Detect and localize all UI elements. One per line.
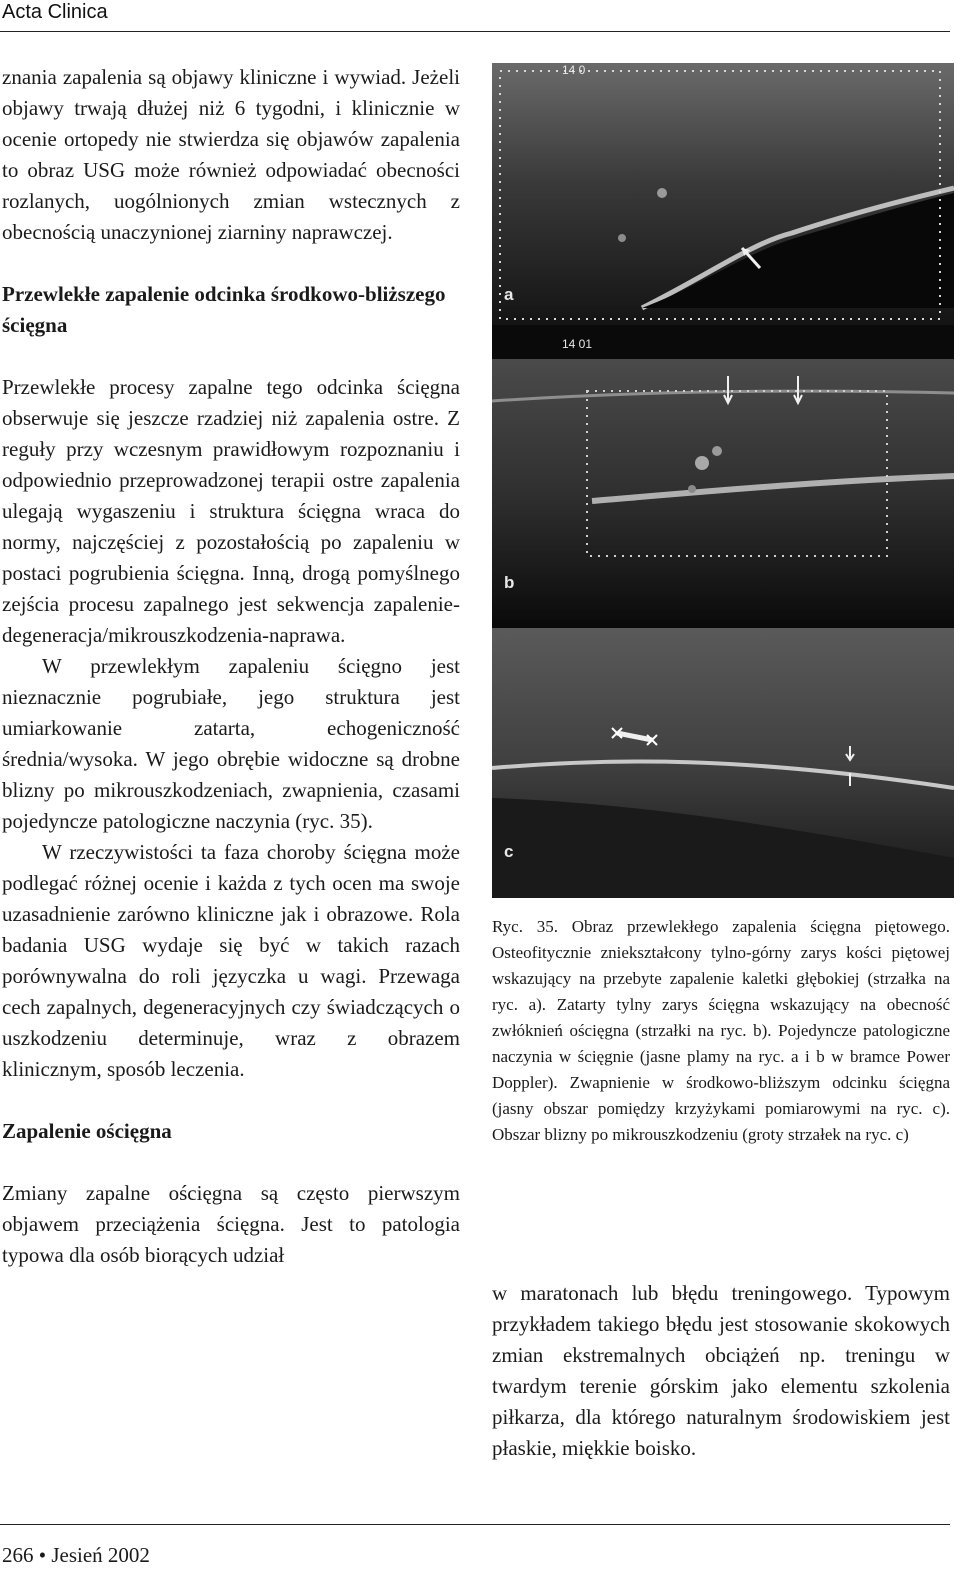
paragraph: w maratonach lub błędu treningowego. Typowym przykładem takiego błędu jest stosowanie skokowych zmian ekstremalnych obciążeń np. treningu w twardym terenie górskim jako elementu szkolenia piłkarza, dla którego naturalnym środowiskiem jest płaskie, miękkie boisko. (492, 1281, 950, 1460)
paragraph: W przewlekłym zapaleniu ścięgno jest nieznacznie pogrubiałe, jego struktura jest umiarkowanie zatarta, echogeniczność średnia/wysoka. W jego obrębie widoczne są drobne blizny po mikrouszkodzeniach, zwapnienia, czasami pojedyncze patologiczne naczynia (ryc. 35). (2, 654, 460, 833)
paragraph: Zmiany zapalne ościęgna są często pierwszym objawem przeciążenia ścięgna. Jest to patologia typowa dla osób biorących udział (2, 1181, 460, 1267)
scale-text: 14 01 (562, 337, 593, 351)
figure-caption: Ryc. 35. Obraz przewlekłego zapalenia ścięgna piętowego. Osteofitycznie zniekształcony tylno-górny zarys kości piętowej wskazujący na przebyte zapalenie kaletki głębokiej (strzałka na ryc. a). Zatarty tylny zarys ścięgna wskazujący na obecność zwłóknień ościęgna (strzałki na ryc. b). Pojedyncze patologiczne naczynia w ścięgnie (jasne plamy na ryc. a i b w bramce Power Doppler). Zwapnienie w środkowo-bliższym odcinku ścięgna (jasny obszar pomiędzy krzyżykami pomiarowymi na ryc. c). Obszar blizny po mikrouszkodzeniu (groty strzałek na ryc. c) (492, 917, 950, 1144)
left-column (2, 62, 460, 1271)
page-footer: 266 • Jesień 2002 (2, 1543, 150, 1567)
ultrasound-panel-b (492, 331, 954, 621)
header-rule (0, 31, 950, 32)
footer-rule (0, 1524, 950, 1525)
paragraph: znania zapalenia są objawy kliniczne i wywiad. Jeżeli objawy trwają dłużej niż 6 tygodni, i klinicznie w ocenie ortopedy nie stwierdza się objawów zapalenia to obraz USG może również odpowiadać obecności rozlanych, uogólnionych zmian wstecznych z obecnością unaczynionej ziarniny naprawczej. (2, 65, 460, 244)
panel-label: c (504, 842, 514, 861)
section-heading: Przewlekłe zapalenie odcinka środkowo-bliższego ścięgna (2, 282, 446, 337)
ultrasound-panel-a (492, 63, 954, 325)
paragraph: W rzeczywistości ta faza choroby ścięgna może podlegać różnej ocenie i każda z tych ocen ma swoje uzasadnienie zarówno kliniczne jak i obrazowe. Rola badania USG wydaje się być w takich razach porównywalna do roli języczka u wagi. Przewaga cech zapalnych, degeneracyjnych czy świadczących o uszkodzeniu determinuje, wraz z obrazem klinicznym, sposób leczenia. (2, 840, 460, 1081)
panel-label: b (504, 573, 515, 592)
journal-title: Acta Clinica (2, 1, 108, 23)
ultrasound-figure (492, 63, 954, 898)
section-heading: Zapalenie ościęgna (2, 1119, 172, 1143)
ultrasound-panel-c (492, 628, 954, 898)
panel-label: a (504, 285, 514, 304)
paragraph: Przewlekłe procesy zapalne tego odcinka ścięgna obserwuje się jeszcze rzadziej niż zapalenia ostre. Z reguły przy wczesnym prawidłowym rozpoznaniu i odpowiednio przeprowadzonej terapii ostre zapalenia ulegają wygaszeniu i struktura ścięgna wraca do normy, najczęściej z pozostałością po zapaleniu w postaci pogrubienia ścięgna. Inną, drogą pomyślnego zejścia procesu zapalnego jest sekwencja zapalenie-degeneracja/mikrouszkodzenia-naprawa. (2, 375, 460, 647)
scale-text: 14 0 (562, 63, 586, 77)
page-header (0, 0, 960, 34)
